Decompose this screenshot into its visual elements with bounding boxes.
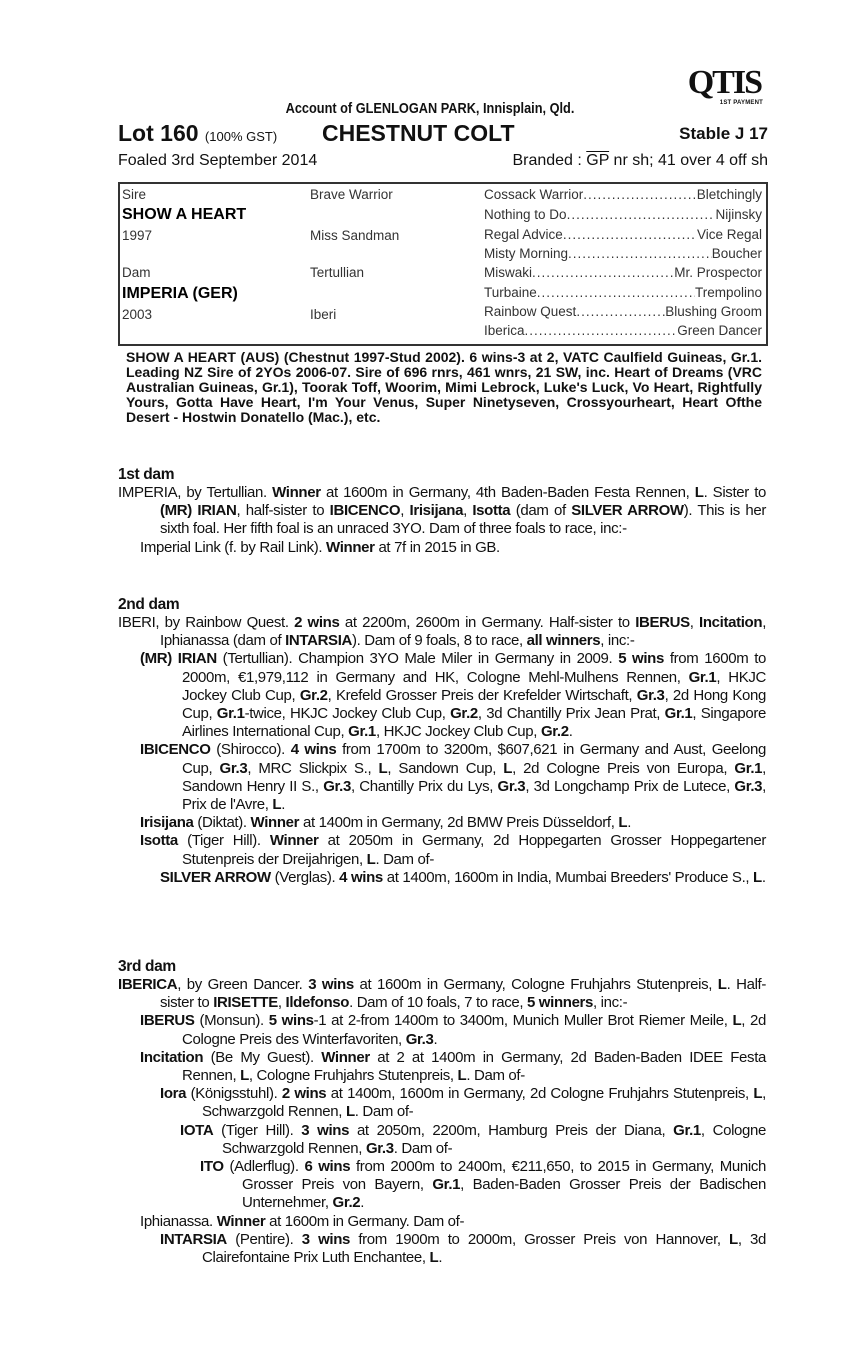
pedigree-entry: [118, 976, 766, 1012]
text-run: . Half-sister to: [160, 976, 767, 1012]
great-grandparent-row: [484, 285, 762, 300]
bold-highlight: L: [429, 1249, 439, 1267]
text-run: (dam of: [510, 502, 572, 520]
text-run: (Tertullian). Champion 3YO Male Miler in Germany in 2009.: [216, 650, 619, 668]
text-run: at 1400m in Germany, 2d BMW Preis Düsseldorf,: [299, 814, 619, 832]
pedigree-entry: [118, 869, 766, 887]
bold-highlight: IBICENCO: [140, 741, 211, 759]
text-run: .: [360, 1194, 365, 1212]
ancestor-sire: Vice Regal: [696, 227, 762, 242]
bold-highlight: Gr.3: [497, 777, 526, 795]
brand-mark: $\overline{GP}$: [586, 152, 610, 169]
pedigree-entry: [118, 1231, 766, 1267]
text-run: (Tiger Hill).: [213, 1121, 302, 1139]
text-run: , Sandown Henry II S.,: [182, 759, 766, 795]
text-run: , Cologne Fruhjahrs Stutenpreis,: [248, 1067, 458, 1085]
dam-section: [118, 596, 766, 887]
ancestor-name: Miswaki: [484, 265, 533, 280]
text-run: ). Dam of 9 foals, 8 to race,: [352, 632, 527, 650]
text-run: , half-sister to: [236, 502, 330, 520]
text-run: (Adlerflug).: [223, 1158, 305, 1176]
text-run: , Singapore Airlines International Cup,: [182, 705, 766, 741]
text-run: . Sister to: [703, 484, 766, 501]
bold-highlight: Isotta: [472, 502, 511, 520]
text-run: , Sandown Cup,: [387, 759, 504, 777]
text-run: (Be My Guest).: [203, 1048, 322, 1066]
pedigree-entry: [118, 1158, 766, 1213]
dam-name: IMPERIA (GER): [122, 285, 238, 302]
text-run: at 1600m in Germany. Dam of-: [265, 1212, 465, 1230]
great-grandparent-row: [484, 187, 762, 202]
leader-dots: [532, 265, 674, 280]
bold-highlight: Winner: [272, 484, 321, 501]
bold-highlight: Isotta: [140, 832, 178, 850]
bold-highlight: 3 wins: [308, 976, 354, 993]
text-run: .: [761, 868, 766, 886]
bold-highlight: L: [753, 1085, 763, 1103]
bold-highlight: 5 winners: [527, 994, 594, 1012]
text-run: at 1600m in Germany, 4th Baden-Baden Festa Rennen,: [320, 484, 695, 501]
bold-highlight: Gr.1: [688, 668, 717, 686]
vendor-account: Account of GLENLOGAN PARK, Innisplain, Qld.: [285, 100, 575, 117]
text-run: . Dam of-: [375, 850, 434, 868]
text-run: at 2200m, 2600m in Germany. Half-sister to: [339, 614, 636, 631]
bold-highlight: 3 wins: [301, 1230, 351, 1248]
great-grandparent-row: [484, 227, 762, 242]
dam-section: [118, 466, 766, 557]
bold-highlight: L: [366, 850, 376, 868]
granddam-maternal: Iberi: [310, 307, 337, 322]
pedigree-entry: [118, 741, 766, 814]
ancestor-sire: Mr. Prospector: [674, 265, 762, 280]
bold-highlight: Winner: [326, 538, 375, 556]
bold-highlight: L: [345, 1103, 355, 1121]
text-run: ). This is her sixth foal. Her fifth foal is an unraced 3YO. Dam of three foals to race, inc:-: [160, 502, 766, 538]
text-run: .: [281, 796, 286, 814]
bold-highlight: Gr.1: [664, 705, 693, 723]
bold-highlight: Incitation: [699, 614, 763, 631]
bold-highlight: Winner: [321, 1048, 370, 1066]
bold-highlight: 4 wins: [339, 868, 383, 886]
lot-label: Lot 160: [118, 120, 199, 146]
text-run: ,: [400, 502, 410, 520]
grandsire-paternal: Brave Warrior: [310, 187, 393, 202]
leader-dots: [537, 285, 695, 300]
bold-highlight: Gr.2: [299, 686, 328, 704]
text-run: at 7f in 2015 in GB.: [374, 538, 500, 556]
bold-highlight: IBERICA: [118, 976, 178, 993]
ancestor-name: Misty Morning: [484, 246, 569, 261]
bold-highlight: SILVER ARROW: [571, 502, 684, 520]
sire-name: SHOW A HEART: [122, 206, 247, 223]
text-run: .: [568, 723, 573, 741]
text-run: from 1700m to 3200m, $607,621 in Germany and Aust, Geelong Cup,: [182, 741, 766, 777]
text-run: .: [627, 814, 632, 832]
text-run: (Königsstuhl).: [186, 1085, 282, 1103]
lot-description: CHESTNUT COLT: [322, 120, 515, 146]
bold-highlight: Gr.3: [323, 777, 351, 795]
dam-label: Dam: [122, 265, 151, 280]
bold-highlight: (MR) IRIAN: [140, 650, 217, 668]
text-run: . Dam of-: [393, 1139, 453, 1157]
logo-text: QTIS: [687, 64, 761, 101]
leader-dots: [583, 187, 696, 202]
bold-highlight: L: [503, 759, 513, 777]
bold-highlight: Gr.2: [450, 705, 478, 723]
text-run: ,: [689, 614, 700, 631]
bold-highlight: IOTA: [180, 1121, 214, 1139]
text-run: (Verglas).: [270, 868, 340, 886]
ancestor-name: Turbaine: [484, 285, 537, 300]
pedigree-entry: [118, 1049, 766, 1085]
bold-highlight: INTARSIA: [160, 1230, 227, 1248]
text-run: , by Green Dancer.: [177, 976, 309, 993]
granddam-paternal: Miss Sandman: [310, 228, 400, 243]
bold-highlight: 5 wins: [618, 650, 664, 668]
bold-highlight: 6 wins: [304, 1158, 351, 1176]
leader-dots: [525, 323, 678, 338]
text-run: , HKJC Jockey Club Cup,: [182, 668, 767, 704]
text-run: from 2000m to 2400m, €211,650, to 2015 in Germany, Munich Grosser Preis von Bayern,: [242, 1158, 767, 1194]
ancestor-name: Rainbow Quest: [484, 304, 577, 319]
text-run: , Prix de l'Avre,: [182, 777, 766, 814]
bold-highlight: IBERUS: [635, 614, 690, 631]
pedigree-entry: [118, 484, 766, 539]
bold-highlight: ITO: [200, 1158, 224, 1176]
bold-highlight: Gr.3: [365, 1139, 394, 1157]
ancestor-name: Cossack Warrior: [484, 187, 584, 202]
ancestor-name: Regal Advice: [484, 227, 563, 242]
bold-highlight: Gr.2: [540, 723, 569, 741]
bold-highlight: 5 wins: [268, 1012, 314, 1030]
branded-label: Branded :: [512, 152, 587, 169]
ancestor-name: Nothing to Do: [484, 207, 567, 222]
text-run: at 1600m in Germany, Cologne Fruhjahrs Stutenpreis,: [353, 976, 718, 993]
bold-highlight: L: [618, 814, 628, 832]
bold-highlight: L: [694, 484, 704, 501]
bold-highlight: Winner: [250, 814, 300, 832]
ancestor-sire: Bletchingly: [696, 187, 762, 202]
bold-highlight: 3 wins: [301, 1121, 350, 1139]
text-run: , inc:-: [600, 632, 635, 650]
dam-section: [118, 958, 766, 1267]
text-run: (Tiger Hill).: [177, 832, 270, 850]
bold-highlight: all winners: [526, 632, 601, 650]
text-run: , Baden-Baden Grosser Preis der Badischen Unternehmer,: [242, 1176, 766, 1212]
great-grandparent-row: [484, 323, 762, 338]
bold-highlight: L: [753, 868, 762, 886]
text-run: , 3d Longchamp Prix de Lutece,: [525, 777, 735, 795]
bold-highlight: Iora: [160, 1085, 187, 1103]
dam-year: 2003: [122, 307, 153, 322]
text-run: . Dam of 10 foals, 7 to race,: [349, 994, 527, 1012]
bold-highlight: 2 wins: [294, 614, 340, 631]
sire-summary: SHOW A HEART (AUS) (Chestnut 1997-Stud 2002). 6 wins-3 at 2, VATC Caulfield Guineas, Gr.1. Leading NZ Sire of 2YOs 2006-07. Sire of 696 rnrs, 461 wnrs, 21 SW, inc. Heart of Dreams (VRC Australian Guineas, Gr.1), Toorak Toff, Woorim, Mimi Lebrock, Luke's Luck, Vo Heart, Rightfully Yours, Gotta Have Heart, I'm Your Venus, Super Ninetyseven, Crossyourheart, Heart Ofthe Desert - Hostwin Donatello (Mac.), etc.: [126, 349, 762, 425]
bold-highlight: L: [457, 1067, 467, 1085]
bold-highlight: IBICENCO: [329, 502, 401, 520]
bold-highlight: Gr.3: [219, 759, 248, 777]
ancestor-sire: Nijinsky: [715, 207, 762, 222]
bold-highlight: Gr.1: [673, 1121, 701, 1139]
stable-location: Stable J 17: [679, 124, 768, 143]
pedigree-table: [118, 182, 768, 346]
bold-highlight: L: [729, 1230, 738, 1248]
text-run: . Dam of-: [354, 1103, 414, 1121]
pedigree-entry: [118, 614, 766, 650]
sire-year: 1997: [122, 228, 153, 243]
pedigree-entry: [118, 650, 766, 741]
bold-highlight: Gr.3: [405, 1030, 434, 1048]
great-grandparent-row: [484, 246, 762, 261]
text-run: , 2d Cologne Preis des Winterfavoriten,: [182, 1012, 766, 1048]
text-run: , inc:-: [593, 994, 628, 1012]
text-run: at 1400m, 1600m in India, Mumbai Breeders' Produce S.,: [382, 868, 754, 886]
text-run: , Chantilly Prix du Lys,: [350, 777, 498, 795]
great-grandparent-row: [484, 304, 762, 319]
bold-highlight: Winner: [269, 832, 319, 850]
text-run: .: [438, 1249, 443, 1267]
text-run: ,: [277, 994, 286, 1012]
bold-highlight: L: [717, 976, 727, 993]
text-run: , 3d Chantilly Prix Jean Prat,: [477, 705, 665, 723]
bold-highlight: L: [732, 1012, 742, 1030]
text-run: Iphianassa.: [140, 1212, 217, 1230]
bold-highlight: Irisijana: [140, 814, 194, 832]
bold-highlight: (MR) IRIAN: [160, 502, 237, 520]
section-heading: 1st dam: [118, 466, 175, 483]
bold-highlight: Gr.1: [348, 723, 376, 741]
text-run: Imperial Link (f. by Rail Link).: [140, 538, 327, 556]
grandsire-maternal: Tertullian: [310, 265, 365, 280]
foaled-date: Foaled 3rd September 2014: [118, 152, 318, 169]
bold-highlight: Gr.1: [216, 705, 245, 723]
great-grandparent-row: [484, 207, 762, 222]
pedigree-entry: [118, 1213, 766, 1231]
leader-dots: [576, 304, 665, 319]
text-run: , 3d Clairefontaine Prix Luth Enchantee,: [202, 1230, 766, 1267]
text-run: ,: [463, 502, 473, 520]
sire-label: Sire: [122, 187, 147, 202]
pedigree-entry: [118, 1012, 766, 1048]
bold-highlight: Gr.3: [734, 777, 763, 795]
pedigree-entry: [118, 814, 766, 832]
branding: [512, 152, 768, 170]
bold-highlight: Gr.2: [332, 1194, 361, 1212]
text-run: from 1600m to 2000m, €1,979,112 in Germany and HK, Cologne Mehl-Mulhens Rennen,: [182, 650, 767, 686]
section-heading: 2nd dam: [118, 596, 180, 613]
text-run: IMPERIA, by Tertullian.: [118, 484, 273, 501]
text-run: at 2050m in Germany, 2d Hoppegarten Grosser Hoppegartener Stutenpreis der Dreijahrigen,: [182, 832, 766, 868]
text-run: (Shirocco).: [210, 741, 291, 759]
lot-header: [118, 120, 768, 148]
text-run: , HKJC Jockey Club Cup,: [375, 723, 541, 741]
text-run: , Iphianassa (dam of: [160, 614, 767, 650]
ancestor-sire: Boucher: [711, 246, 762, 261]
text-run: , 2d Cologne Preis von Europa,: [512, 759, 735, 777]
text-run: . Dam of-: [466, 1067, 525, 1085]
text-run: , 2d Hong Kong Cup,: [182, 686, 766, 723]
leader-dots: [563, 227, 697, 242]
text-run: , MRC Slickpix S.,: [247, 759, 379, 777]
text-run: at 1400m, 1600m in Germany, 2d Cologne Fruhjahrs Stutenpreis,: [326, 1085, 754, 1103]
ancestor-name: Iberica: [484, 323, 525, 338]
text-run: .: [433, 1030, 438, 1048]
bold-highlight: 2 wins: [281, 1085, 327, 1103]
pedigree-entry: [118, 1085, 766, 1121]
text-run: (Monsun).: [194, 1012, 269, 1030]
text-run: , Schwarzgold Rennen,: [202, 1085, 766, 1121]
text-run: IBERI, by Rainbow Quest.: [118, 614, 295, 631]
bold-highlight: Winner: [216, 1212, 266, 1230]
bold-highlight: Gr.3: [636, 686, 665, 704]
logo-subtext: 1ST PAYMENT: [719, 100, 763, 106]
pedigree-entry: [118, 539, 766, 557]
lot-number: [118, 120, 277, 147]
text-run: (Pentire).: [226, 1230, 302, 1248]
bold-highlight: 4 wins: [290, 741, 337, 759]
leader-dots: [567, 207, 716, 222]
ancestor-sire: Trempolino: [694, 285, 762, 300]
bold-highlight: IRISETTE: [213, 994, 278, 1012]
section-heading: 3rd dam: [118, 958, 176, 975]
bold-highlight: L: [240, 1067, 249, 1085]
text-run: , Krefeld Grosser Preis der Krefelder Wirtschaft,: [327, 686, 637, 704]
bold-highlight: SILVER ARROW: [160, 868, 271, 886]
pedigree-entry: [118, 1122, 766, 1158]
bold-highlight: Irisijana: [409, 502, 464, 520]
branded-detail: nr sh; 41 over 4 off sh: [609, 152, 768, 169]
bold-highlight: INTARSIA: [285, 632, 353, 650]
text-run: from 1900m to 2000m, Grosser Preis von Hannover,: [350, 1230, 730, 1248]
ancestor-sire: Green Dancer: [677, 323, 762, 338]
text-run: -twice, HKJC Jockey Club Cup,: [244, 705, 451, 723]
gst-note: (100% GST): [204, 129, 278, 144]
pedigree-entry: [118, 832, 766, 868]
text-run: -1 at 2-from 1400m to 3400m, Munich Muller Brot Riemer Meile,: [313, 1012, 733, 1030]
text-run: , Cologne Schwarzgold Rennen,: [222, 1121, 767, 1157]
text-run: (Diktat).: [193, 814, 251, 832]
great-grandparent-row: [484, 265, 762, 280]
bold-highlight: Ildefonso: [285, 994, 350, 1012]
text-run: at 2050m, 2200m, Hamburg Preis der Diana,: [349, 1121, 674, 1139]
bold-highlight: Gr.1: [734, 759, 763, 777]
text-run: at 2 at 1400m in Germany, 2d Baden-Baden IDEE Festa Rennen,: [182, 1048, 767, 1085]
bold-highlight: Gr.1: [432, 1176, 461, 1194]
bold-highlight: Incitation: [140, 1048, 204, 1066]
bold-highlight: L: [272, 796, 282, 814]
bold-highlight: L: [378, 759, 388, 777]
leader-dots: [568, 246, 712, 261]
bold-highlight: IBERUS: [140, 1012, 195, 1030]
ancestor-sire: Blushing Groom: [665, 304, 762, 319]
